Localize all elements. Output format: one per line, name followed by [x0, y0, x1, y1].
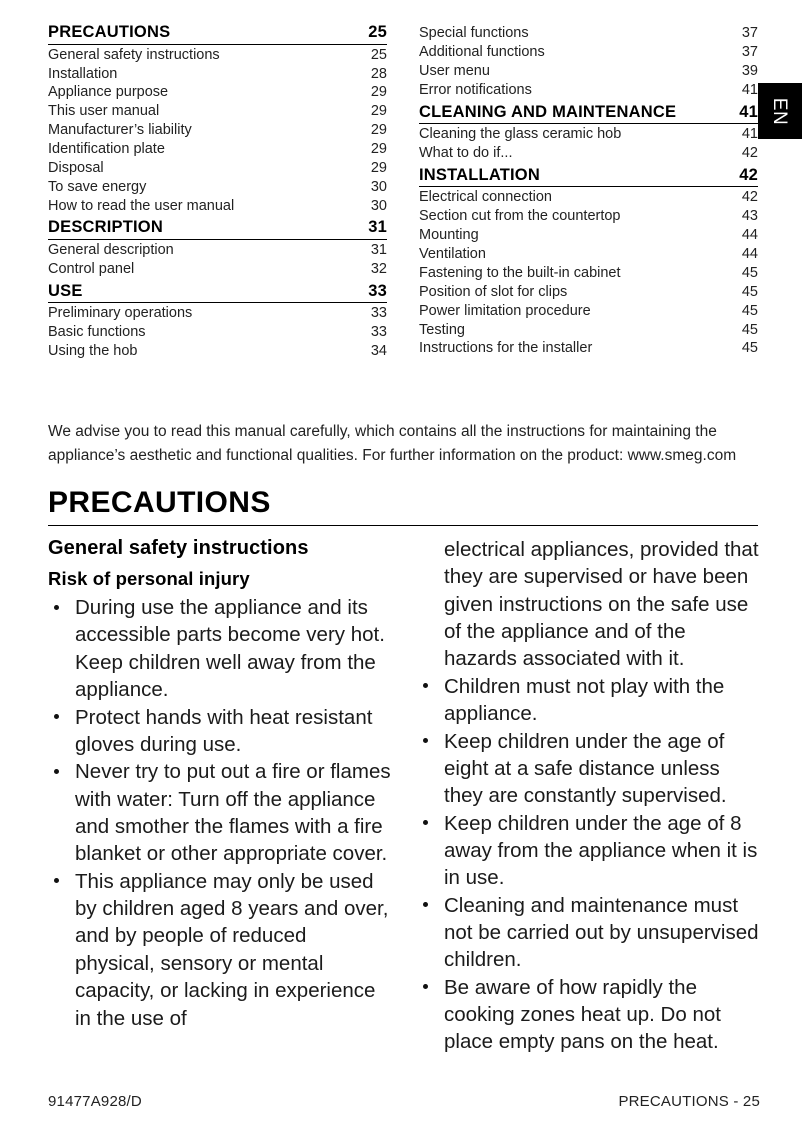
toc-entry-page: 41: [741, 126, 758, 143]
toc-subsection-entry[interactable]: [419, 24, 758, 43]
toc-entry-page: 45: [741, 302, 758, 319]
toc-column-right: [419, 24, 758, 361]
toc-entry-page: 32: [370, 260, 387, 277]
bullet-dot-icon: [423, 984, 428, 989]
toc-entry-label: Special functions: [419, 25, 529, 42]
toc-subsection-entry[interactable]: [419, 62, 758, 81]
toc-subsection-entry[interactable]: [48, 260, 387, 279]
toc-entry-page: 33: [370, 324, 387, 341]
bullet-text: Never try to put out a fire or flames with water: Turn off the appliance and smother the flames with a fire blanket or other appropriate cover.: [75, 760, 391, 866]
bullet-dot-icon: [54, 769, 59, 774]
toc-entry-label: Testing: [419, 321, 465, 338]
page-footer: [48, 1093, 760, 1110]
chapter-header: [48, 487, 758, 526]
toc-entry-label: What to do if...: [419, 145, 513, 162]
toc-entry-page: 30: [370, 197, 387, 214]
continuation-paragraph: electrical appliances, provided that they are supervised or have been given instructions on the safe use of the appliance and of the hazards associated with it.: [444, 538, 759, 671]
toc-subsection-entry[interactable]: [419, 264, 758, 283]
toc-entry-page: 41: [741, 81, 758, 98]
toc-entry-label: USE: [48, 281, 83, 300]
toc-entry-label: CLEANING AND MAINTENANCE: [419, 102, 677, 121]
body-columns: [48, 536, 760, 1056]
section-heading: General safety instructions: [48, 537, 309, 559]
toc-subsection-entry[interactable]: [48, 121, 387, 140]
toc-entry-page: 29: [370, 84, 387, 101]
toc-entry-page: 42: [739, 165, 758, 184]
toc-entry-page: 25: [368, 23, 387, 41]
toc-entry-page: 29: [370, 103, 387, 120]
table-of-contents: [48, 24, 758, 361]
intro-paragraph: We advise you to read this manual carefully, which contains all the instructions for maintaining the appliance’s aesthetic and functional qualities. For further information on the product: www.smeg.com: [48, 423, 737, 465]
toc-subsection-entry[interactable]: [48, 102, 387, 121]
toc-entry-page: 42: [741, 189, 758, 206]
toc-subsection-entry[interactable]: [48, 178, 387, 197]
toc-section-entry[interactable]: [48, 219, 387, 240]
toc-entry-page: 43: [741, 208, 758, 225]
toc-entry-page: 45: [741, 283, 758, 300]
language-tab-en: [758, 83, 802, 139]
toc-subsection-entry[interactable]: [419, 283, 758, 302]
toc-entry-page: 34: [370, 343, 387, 360]
bullet-item: [48, 868, 391, 1032]
bullet-text: Keep children under the age of 8 away from the appliance when it is in use.: [444, 811, 758, 890]
toc-entry-page: 41: [739, 102, 758, 121]
toc-subsection-entry[interactable]: [419, 339, 758, 358]
toc-subsection-entry[interactable]: [419, 302, 758, 321]
toc-entry-label: Mounting: [419, 227, 479, 244]
toc-subsection-entry[interactable]: [48, 304, 387, 323]
footer-page-reference: PRECAUTIONS - 25: [618, 1093, 760, 1110]
toc-entry-page: 44: [741, 227, 758, 244]
toc-subsection-entry[interactable]: [48, 140, 387, 159]
toc-subsection-entry[interactable]: [48, 46, 387, 65]
toc-subsection-entry[interactable]: [48, 83, 387, 102]
toc-entry-label: Using the hob: [48, 343, 138, 360]
toc-entry-label: Ventilation: [419, 246, 486, 263]
toc-entry-label: INSTALLATION: [419, 165, 540, 184]
toc-subsection-entry[interactable]: [48, 323, 387, 342]
bullet-item: [48, 594, 391, 703]
bullet-item: [417, 810, 760, 892]
toc-subsection-entry[interactable]: [48, 342, 387, 361]
toc-subsection-entry[interactable]: [419, 226, 758, 245]
toc-entry-label: How to read the user manual: [48, 197, 235, 214]
toc-entry-page: 31: [370, 242, 387, 259]
bullet-item: [48, 758, 391, 867]
toc-entry-label: DESCRIPTION: [48, 218, 163, 237]
toc-section-entry[interactable]: [48, 283, 387, 304]
toc-subsection-entry[interactable]: [419, 320, 758, 339]
footer-document-code: 91477A928/D: [48, 1093, 142, 1110]
toc-entry-page: 45: [741, 340, 758, 357]
bullet-text: This appliance may only be used by children aged 8 years and over, and by people of reduced physical, sensory or mental capacity, or lacking in experience in the use of: [75, 869, 389, 1030]
toc-entry-label: Disposal: [48, 159, 104, 176]
bullet-dot-icon: [54, 714, 59, 719]
toc-entry-page: 45: [741, 321, 758, 338]
bullet-item: [417, 892, 760, 974]
toc-entry-label: Section cut from the countertop: [419, 208, 621, 225]
toc-subsection-entry[interactable]: [419, 245, 758, 264]
bullet-text: Protect hands with heat resistant gloves during use.: [75, 705, 373, 756]
toc-entry-label: Basic functions: [48, 324, 146, 341]
toc-entry-page: 37: [741, 44, 758, 61]
toc-entry-page: 31: [368, 218, 387, 237]
toc-entry-page: 33: [370, 305, 387, 322]
toc-entry-page: 28: [370, 65, 387, 82]
bullet-text: Be aware of how rapidly the cooking zones heat up. Do not place empty pans on the heat.: [444, 975, 721, 1054]
toc-entry-page: 29: [370, 141, 387, 158]
bullet-text: During use the appliance and its accessible parts become very hot. Keep children well away from the appliance.: [75, 596, 385, 702]
toc-entry-label: To save energy: [48, 178, 147, 195]
body-column-left: [48, 536, 391, 1056]
toc-entry-label: Position of slot for clips: [419, 283, 568, 300]
bullet-item: [48, 704, 391, 759]
toc-subsection-entry[interactable]: [419, 188, 758, 207]
toc-entry-page: 29: [370, 122, 387, 139]
toc-entry-page: 42: [741, 145, 758, 162]
toc-entry-label: General safety instructions: [48, 46, 220, 63]
toc-entry-label: Preliminary operations: [48, 305, 193, 322]
toc-subsection-entry[interactable]: [419, 125, 758, 144]
toc-entry-page: 33: [368, 281, 387, 300]
toc-entry-label: Power limitation procedure: [419, 302, 591, 319]
toc-entry-label: PRECAUTIONS: [48, 23, 171, 41]
toc-subsection-entry[interactable]: [48, 64, 387, 83]
toc-entry-label: Cleaning the glass ceramic hob: [419, 126, 622, 143]
toc-entry-label: Installation: [48, 65, 118, 82]
toc-entry-page: 39: [741, 62, 758, 79]
toc-entry-label: Instructions for the installer: [419, 340, 593, 357]
toc-subsection-entry[interactable]: [48, 241, 387, 260]
toc-entry-page: 29: [370, 159, 387, 176]
bullet-text: Cleaning and maintenance must not be carried out by unsupervised children.: [444, 893, 759, 972]
chapter-title: PRECAUTIONS: [48, 486, 271, 519]
toc-subsection-entry[interactable]: [419, 43, 758, 62]
toc-entry-page: 45: [741, 264, 758, 281]
bullet-text: Children must not play with the appliance.: [444, 674, 725, 726]
toc-subsection-entry[interactable]: [48, 197, 387, 216]
toc-section-entry[interactable]: [48, 24, 387, 45]
toc-entry-label: Additional functions: [419, 44, 545, 61]
left-bullet-list: [48, 594, 391, 1032]
toc-entry-label: Identification plate: [48, 141, 165, 158]
chapter-rule: [48, 525, 758, 526]
bullet-dot-icon: [54, 878, 59, 883]
toc-entry-label: User menu: [419, 62, 490, 79]
bullet-item: [417, 728, 760, 810]
bullet-dot-icon: [423, 738, 428, 743]
toc-entry-label: Appliance purpose: [48, 84, 169, 101]
bullet-item: [417, 673, 760, 728]
toc-entry-label: Fastening to the built-in cabinet: [419, 264, 621, 281]
toc-subsection-entry[interactable]: [419, 144, 758, 163]
bullet-dot-icon: [54, 605, 59, 610]
bullet-item: [417, 974, 760, 1056]
toc-subsection-entry[interactable]: [419, 207, 758, 226]
toc-subsection-entry[interactable]: [419, 81, 758, 100]
toc-section-entry[interactable]: [419, 167, 758, 188]
toc-entry-label: Error notifications: [419, 81, 532, 98]
language-tab-label: EN: [769, 97, 791, 125]
toc-entry-page: 44: [741, 246, 758, 263]
toc-entry-label: This user manual: [48, 103, 160, 120]
toc-entry-label: Control panel: [48, 260, 135, 277]
toc-column-left: [48, 24, 387, 361]
toc-entry-page: 30: [370, 178, 387, 195]
bullet-dot-icon: [423, 820, 428, 825]
subsection-heading: Risk of personal injury: [48, 568, 250, 589]
toc-entry-page: 37: [741, 25, 758, 42]
body-column-right: [417, 536, 760, 1056]
toc-section-entry[interactable]: [419, 104, 758, 125]
toc-entry-label: Manufacturer’s liability: [48, 122, 192, 139]
toc-entry-label: Electrical connection: [419, 189, 552, 206]
bullet-text: Keep children under the age of eight at a safe distance unless they are constantly supervised.: [444, 729, 727, 808]
bullet-dot-icon: [423, 683, 428, 688]
toc-subsection-entry[interactable]: [48, 159, 387, 178]
toc-entry-page: 25: [370, 46, 387, 63]
bullet-dot-icon: [423, 902, 428, 907]
toc-entry-label: General description: [48, 242, 174, 259]
right-bullet-list: [417, 673, 760, 1056]
